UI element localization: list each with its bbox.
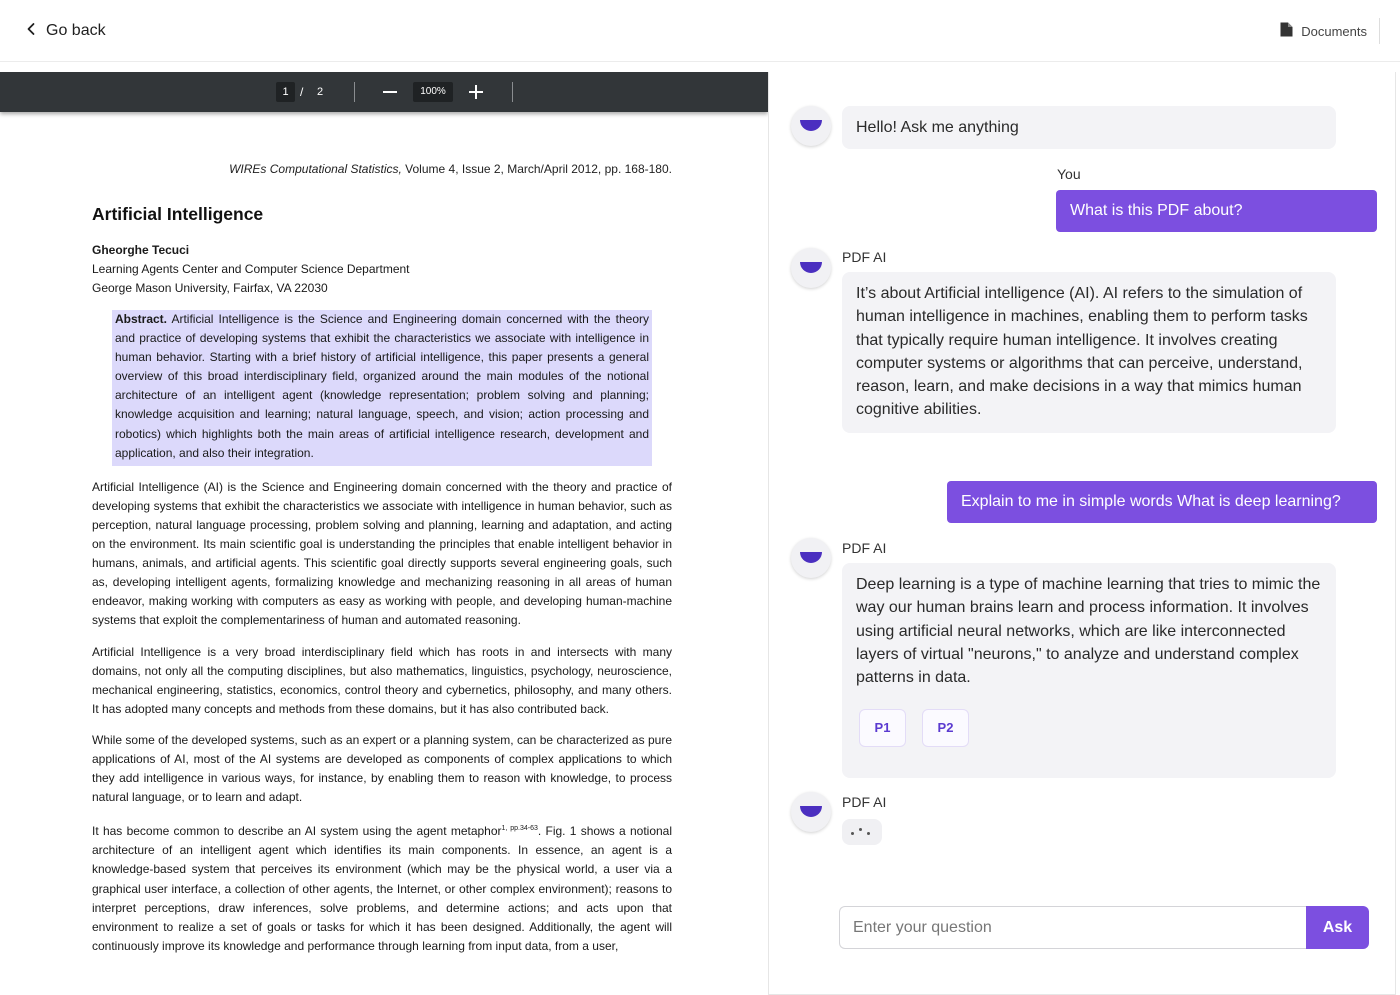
bot-sender-label: PDF AI bbox=[842, 794, 887, 810]
bot-avatar-icon bbox=[791, 538, 831, 578]
page-ref-p1-button[interactable]: P1 bbox=[859, 709, 906, 747]
question-input[interactable] bbox=[839, 906, 1307, 949]
page-ref-p2-button[interactable]: P2 bbox=[922, 709, 969, 747]
page-number-input[interactable]: 1 bbox=[276, 82, 295, 102]
chat-panel bbox=[768, 72, 1396, 995]
ask-form bbox=[839, 906, 1369, 949]
body-paragraph bbox=[92, 819, 672, 956]
abstract-label: Abstract. bbox=[115, 312, 168, 326]
journal-name: WIREs Computational Statistics, bbox=[229, 162, 402, 176]
highlighted-abstract bbox=[112, 310, 652, 466]
zoom-out-icon[interactable] bbox=[380, 82, 400, 102]
bot-greeting-bubble: Hello! Ask me anything bbox=[842, 106, 1336, 149]
bot-avatar-icon bbox=[791, 792, 831, 832]
user-message-bubble: Explain to me in simple words What is deep learning? bbox=[947, 481, 1377, 523]
journal-citation bbox=[92, 162, 672, 176]
go-back-label: Go back bbox=[46, 22, 106, 39]
paper-title: Artificial Intelligence bbox=[92, 204, 264, 224]
bot-sender-label: PDF AI bbox=[842, 249, 887, 265]
go-back-button[interactable] bbox=[24, 18, 106, 44]
bot-sender-label: PDF AI bbox=[842, 540, 887, 556]
author-affiliation: Learning Agents Center and Computer Science Department bbox=[92, 262, 410, 276]
pdf-page bbox=[92, 162, 672, 968]
typing-indicator-icon bbox=[842, 819, 882, 845]
total-pages: 2 bbox=[317, 86, 324, 98]
bot-answer-bubble bbox=[842, 563, 1336, 778]
chevron-left-icon bbox=[24, 22, 38, 41]
document-icon bbox=[1280, 22, 1293, 40]
page-separator: / bbox=[300, 85, 304, 99]
body-paragraph: Artificial Intelligence is a very broad interdisciplinary field which has roots in and intersects with many domains, not only all the computing disciplines, but also mathematics, linguistics, psychology, neuroscience, mechanical engineering, statistics, economics, control theory and cybernetics, philosophy, and many others. It has adopted many concepts and methods from these domains, but it has also contributed back. bbox=[92, 644, 672, 716]
bot-avatar-icon bbox=[791, 106, 831, 146]
citation-superscript: 1, pp.34-63 bbox=[501, 825, 538, 833]
pdf-viewer bbox=[0, 72, 768, 995]
bot-avatar-icon bbox=[791, 248, 831, 288]
documents-label: Documents bbox=[1301, 23, 1367, 39]
body-paragraph: While some of the developed systems, such as an expert or a planning system, can be characterized as pure applications of AI, most of the AI systems are developed as components of complex applications to which they add intelligence in various ways, for instance, by enabling them to reason with knowledge, to process natural language, or to learn and adapt. bbox=[92, 732, 672, 805]
paper-author: Gheorghe Tecuci bbox=[92, 243, 190, 257]
bot-answer-text: Deep learning is a type of machine learning that tries to mimic the way our human brains learn and process information. It involves using artificial neural networks, which are like interconnected layers of virtual "neurons," to analyze and understand complex patterns in data. bbox=[856, 576, 1321, 687]
toolbar-divider bbox=[512, 82, 513, 102]
zoom-in-icon[interactable] bbox=[466, 82, 486, 102]
toolbar-divider bbox=[354, 82, 355, 102]
documents-button[interactable] bbox=[1280, 18, 1380, 44]
author-address: George Mason University, Fairfax, VA 22030 bbox=[92, 281, 328, 295]
ask-button[interactable]: Ask bbox=[1306, 906, 1369, 949]
bot-answer-bubble: It’s about Artificial intelligence (AI). AI refers to the simulation of human intelligence in machines, enabling them to perform tasks that typically require human intelligence. It involves creating computer systems or algorithms that can perceive, understand, reason, learn, and make decisions in a way that mimics human cognitive abilities. bbox=[842, 272, 1336, 433]
journal-details: Volume 4, Issue 2, March/April 2012, pp. 168-180. bbox=[401, 162, 672, 176]
user-sender-label: You bbox=[1057, 166, 1081, 182]
abstract-text: Artificial Intelligence is the Science and Engineering domain concerned with the theory and practice of developing systems that exhibit the characteristics we associate with intelligence in human behavior. Starting with a brief history of artificial intelligence, this paper presents a general overview of this broad interdisciplinary field, organized around the main modules of the notional architecture of an intelligent agent (knowledge representation; problem solving and planning; knowledge acquisition and learning; natural language, speech, and vision; action processing and robotics) which highlights both the main areas of artificial intelligence research, development and application, and also their integration. bbox=[115, 312, 649, 460]
pdf-toolbar bbox=[0, 72, 768, 112]
body-paragraph: Artificial Intelligence (AI) is the Science and Engineering domain concerned with the theory and practice of developing systems that exhibit the characteristics we associate with intelligence in human behavior, such as perception, natural language processing, problem solving and planning, learning and adaptation, and acting on the environment. Its main scientific goal is understanding the principles that enable intelligent behavior in humans, animals, and artificial agents. This scientific goal directly supports several engineering goals, such as, developing intelligent agents, formalizing knowledge and mechanizing reasoning in all areas of human endeavor, making working with computers as easy as working with people, and developing human-machine systems that exploit the complementariness of human and automated reasoning. bbox=[92, 479, 672, 628]
paragraph-text: It has become common to describe an AI system using the agent metaphor bbox=[92, 824, 502, 839]
paragraph-text: . Fig. 1 shows a notional architecture of an intelligent agent which identifies its main components. In essence, an agent is a knowledge-based system that perceives its environment (which may be the physical world, a user via a graphical user interface, a collection of other agents, the Internet, or other complex environment); reasons to interpret perceptions, draw inferences, solve problems, and determine actions; and acts upon that environment to realize a set of goals or tasks for which it has been designed. Additionally, the agent will continuously improve its knowledge and performance through learning from input data, from a user, bbox=[92, 824, 673, 953]
top-bar bbox=[0, 0, 1400, 62]
zoom-level[interactable]: 100% bbox=[413, 82, 453, 102]
user-message-bubble: What is this PDF about? bbox=[1056, 190, 1377, 232]
